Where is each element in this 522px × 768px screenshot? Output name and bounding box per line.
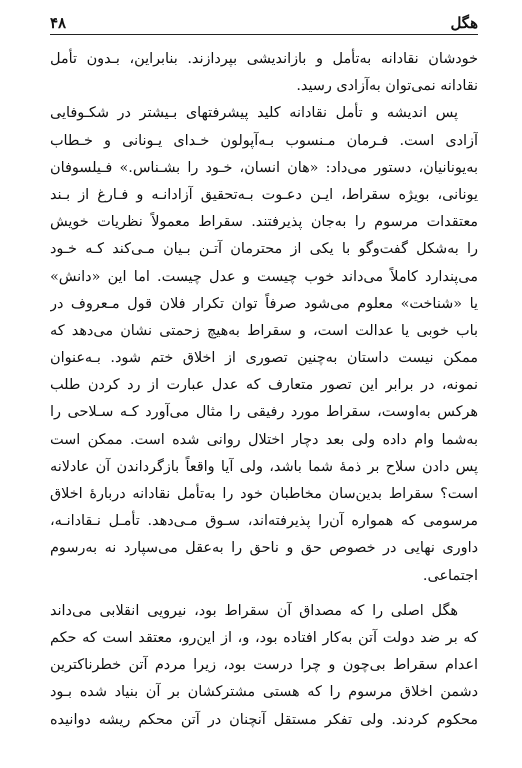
text-line: محکوم کردند. ولی تفکر مستقل آنچنان در آتن محکم ریشه دوانیده — [50, 711, 478, 728]
text-line: خودشان نقادانه به‌تأمل و بازاندیشی بپردازند. بنابراین، بـدون تأمل — [50, 51, 478, 67]
text-line: باب خوبی یا عدالت است، و سقراط به‌هیچ زحمتی نشان می‌دهد که — [50, 322, 478, 339]
text-line: پس اندیشه و تأمل نقادانه کلید پیشرفتهای بـیشتر در شکـوفایی — [50, 105, 458, 122]
text-line: را به‌شکل گفت‌وگو با یکی از محترمان آتـن بـیان مـی‌کند کـه خـود — [50, 241, 478, 258]
running-title: هگل — [450, 14, 478, 32]
paragraph-2 — [50, 100, 478, 589]
text-line: نقادانه نمی‌توان به‌آزادی رسید. — [296, 78, 478, 95]
text-line: به‌یونانیان، دستور می‌داد: «هان انسان، خـود را بشـناس.» فـیلسوفان — [50, 159, 478, 176]
text-line: ممکن نیست داستان به‌چنین تصوری از اخلاق ختم شود. بـه‌عنوان — [50, 350, 478, 367]
text-line: که بر ضد دولت آتن به‌کار افتاده بود، و، از این‌رو، معتقد است که حکم — [50, 629, 478, 646]
text-line: یا «شناخت» معلوم می‌شود صرفاً توان تکرار فلان قول مـعروف در — [50, 295, 478, 312]
text-line: داوری نهایی در خصوص حق و ناحق را به‌عقل می‌سپارد نه به‌رسوم — [50, 540, 478, 557]
text-line: نمونه، در برابر این تصور متعارف که عدل عبارت از رد کردن طلب — [50, 377, 478, 394]
running-header — [50, 10, 478, 32]
text-line: معتقدات مرسوم را به‌جان پذیرفتند. سقراط معمولاً نظریات خویش — [50, 214, 478, 231]
text-line: آزادی است. فـرمان مـنسوب بـه‌آپولون خـدای یـونانی و خـطاب — [50, 132, 478, 149]
paragraph-3 — [50, 598, 478, 734]
page-number: ۴۸ — [50, 14, 67, 32]
text-line: هگل اصلی را که مصداق آن سقراط بود، نیرویی انقلابی می‌داند — [50, 602, 458, 619]
text-line: است؟ سقراط بدین‌سان مخاطبان خود را به‌تأمل نقادانه دربارهٔ اخلاق — [50, 486, 478, 502]
text-line: می‌پندارد کاملاً می‌داند خوب چیست و عدل چیست. اما این «دانش» — [50, 268, 478, 285]
body-text — [50, 46, 478, 734]
text-line: هرکس به‌اوست، سقراط مورد رفیقی را مثال می‌آورد کـه سـلاحی را — [50, 404, 478, 421]
text-line: دشمن اخلاق مرسوم را که هستی مشترکشان بر آن بنیاد شده بـود — [50, 684, 478, 701]
text-line: مرسومی که همواره آن‌را پذیرفته‌اند، سـوق مـی‌دهد. تأمـل نـقادانـه، — [50, 513, 478, 530]
text-line: پس دادن سلاح بر ذمهٔ شما باشد، ولی آیا واقعاً بازگرداندن آن عادلانه — [50, 458, 478, 475]
text-line: به‌شما وام داده ولی بعد دچار اختلال روانی شده است. ممکن است — [50, 431, 478, 448]
paragraph-1 — [50, 46, 478, 100]
header-rule — [50, 34, 478, 35]
text-line: اعدام سقراط بی‌چون و چرا درست بود، زیرا مردم آتن خطرناکترین — [50, 657, 478, 674]
text-line: یونانی، بویژه سقراط، ایـن دعـوت بـه‌تحقیق آزادانـه و فـارغ از بـند — [50, 186, 478, 203]
paragraph-gap — [50, 590, 478, 598]
text-line: اجتماعی. — [422, 567, 478, 584]
